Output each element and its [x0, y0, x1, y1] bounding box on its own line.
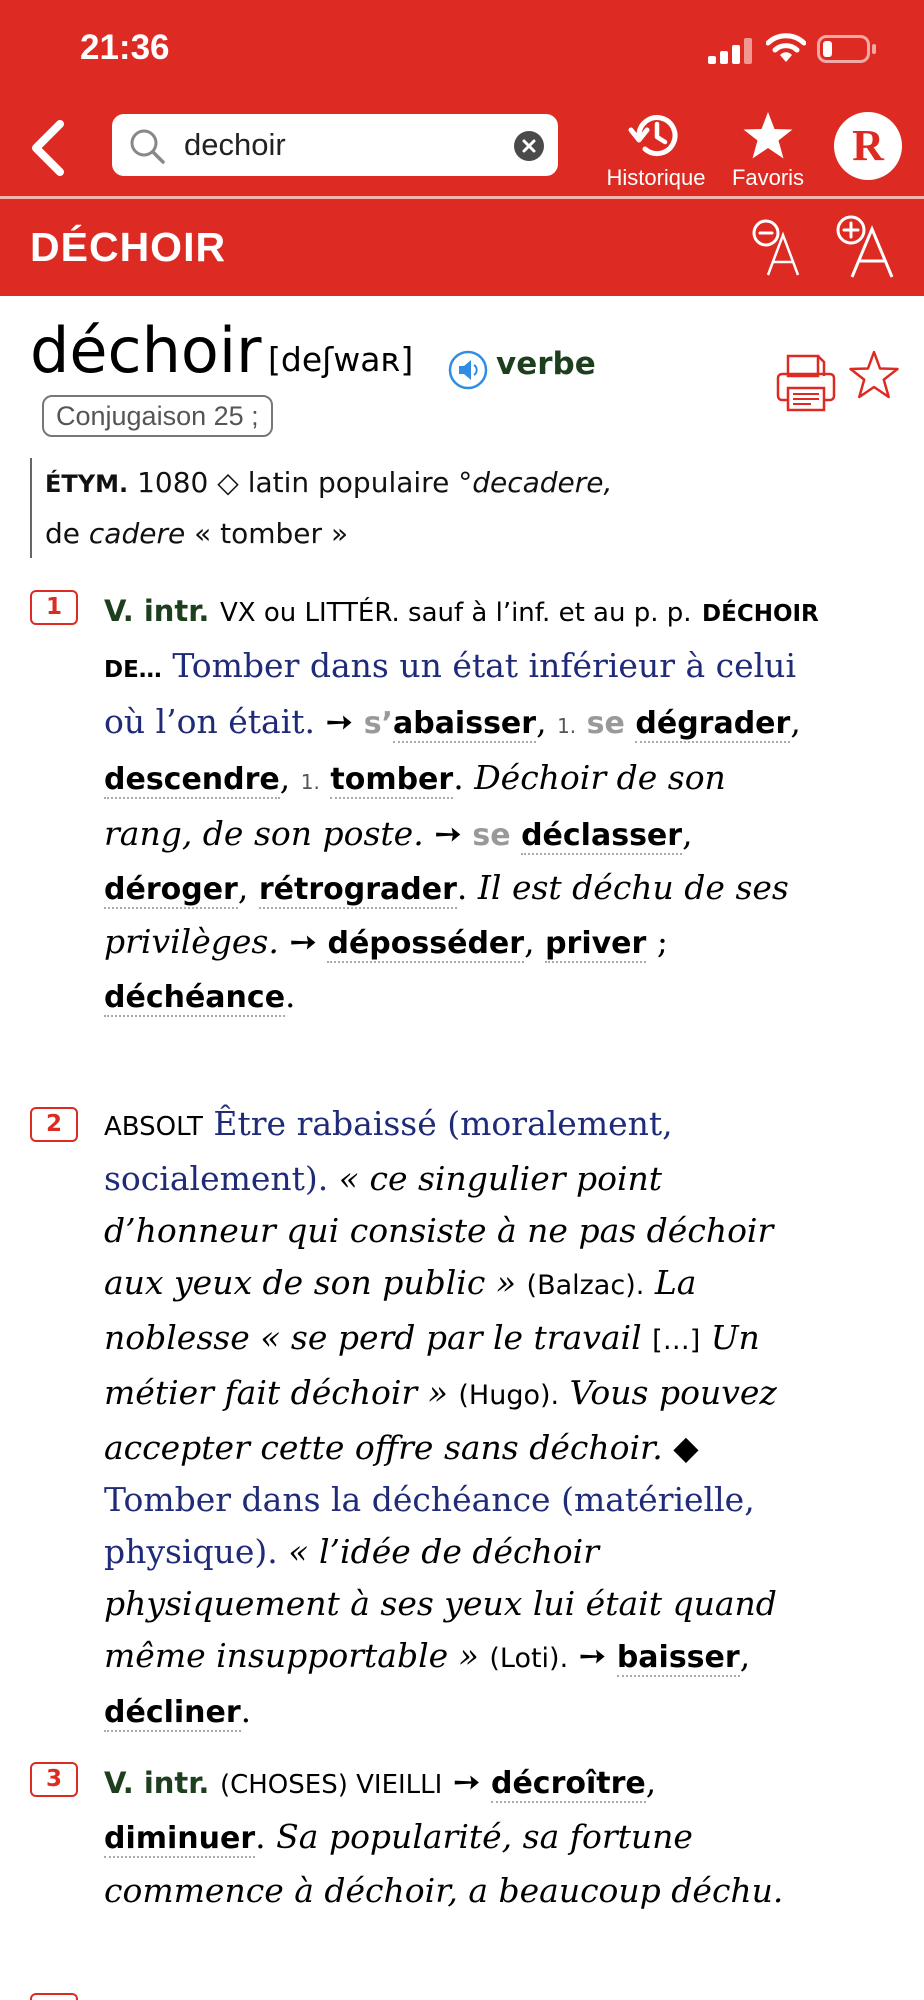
status-bar	[0, 0, 924, 100]
history-label: Historique	[606, 165, 706, 190]
homonym-number: 1.	[557, 714, 577, 738]
diamond-separator: ◆	[673, 1428, 699, 1467]
add-to-favorites-icon[interactable]	[848, 350, 900, 400]
favorites-button[interactable]	[722, 110, 814, 194]
link-declasser[interactable]: déclasser	[521, 818, 683, 853]
link-tomber[interactable]: tomber	[330, 762, 454, 797]
example: Déchoir de son rang, de son poste.	[104, 758, 726, 853]
next-sense-number-edge	[30, 1993, 78, 2000]
period: .	[456, 868, 468, 907]
pronoun-se: se	[472, 818, 511, 853]
search-icon	[128, 127, 166, 165]
comma: ,	[524, 922, 535, 961]
link-deposseder[interactable]: déposséder	[327, 926, 525, 961]
part-of-speech: verbe	[496, 346, 596, 382]
history-button[interactable]	[600, 110, 712, 194]
link-retrograder[interactable]: rétrograder	[258, 872, 457, 907]
link-descendre[interactable]: descendre	[104, 762, 280, 797]
usage-label: VX ou LITTÉR. sauf à l’inf. et au p. p.	[219, 598, 692, 628]
navigation-bar	[0, 100, 924, 196]
favorites-label: Favoris	[731, 165, 805, 190]
decrease-font-size-icon[interactable]	[752, 219, 802, 277]
phonetic-transcription: [deʃwaʀ]	[268, 340, 414, 379]
headword: déchoir	[30, 314, 262, 387]
pronoun-s: s’	[363, 706, 393, 741]
search-box[interactable]	[112, 114, 558, 176]
etymology-label: ÉTYM.	[45, 470, 129, 498]
clear-search-icon[interactable]	[514, 131, 544, 161]
synonym-arrow: ➙	[452, 1762, 481, 1801]
usage-label: (CHOSES) VIEILLI	[219, 1770, 443, 1800]
le-robert-logo[interactable]	[834, 112, 902, 180]
wifi-icon	[766, 32, 806, 64]
comma: ,	[536, 702, 547, 741]
link-decroitre[interactable]: décroître	[490, 1766, 646, 1801]
logo-letter: R	[852, 121, 884, 170]
comma: ,	[279, 758, 291, 797]
example: La noblesse « se perd par le travail	[104, 1263, 697, 1357]
ellipsis: […]	[652, 1325, 701, 1356]
sense-number-1: 1	[30, 590, 78, 625]
definition: Tomber dans la déchéance (matérielle, physique).	[104, 1480, 755, 1571]
example: Vous pouvez accepter cette offre sans déchoir.	[104, 1373, 777, 1467]
comma: ,	[237, 868, 249, 907]
definition: Tomber dans un état inférieur à celui où l’on était.	[104, 646, 796, 741]
link-baisser[interactable]: baisser	[616, 1640, 740, 1675]
speaker-icon[interactable]	[448, 350, 488, 390]
link-abaisser[interactable]: abaisser	[392, 706, 537, 741]
sense-number-2: 2	[30, 1107, 78, 1142]
etymology-asterisk: °	[458, 466, 473, 499]
increase-font-size-icon[interactable]	[836, 215, 896, 279]
etymology-diamond: ◇	[217, 466, 239, 499]
etymology-de: de	[45, 517, 80, 550]
search-input[interactable]	[184, 114, 484, 176]
cellular-signal-icon	[708, 38, 752, 64]
construction-label: DÉCHOIR DE…	[104, 601, 819, 683]
sense-2: ABSOLT Être rabaissé (moralement, socialement). « ce singulier point d’honneur qui consiste à ne pas déchoir aux yeux de son public » (Balzac). La noblesse « se perd par le travail […] Un métier fait déchoir » (Hugo). Vous pouvez accepter cette offre sans déchoir. ◆ Tomber dans la déchéance (matérielle, physique). « l’idée de déchoir physiquement à ses yeux lui était quand même insupportable » (Loti). ➙ baisser, décliner.	[104, 1104, 777, 1730]
link-priver[interactable]: priver	[545, 926, 647, 961]
status-time: 21:36	[80, 28, 170, 67]
semicolon: ;	[646, 922, 668, 961]
homonym-number: 1.	[300, 770, 320, 794]
synonym-arrow: ➙	[578, 1636, 607, 1675]
link-deroger[interactable]: déroger	[104, 872, 238, 907]
battery-icon	[817, 35, 877, 63]
back-button[interactable]	[24, 118, 74, 178]
etymology-year: 1080	[137, 466, 209, 499]
period: .	[255, 1817, 266, 1856]
etymology-origin: latin populaire	[247, 466, 450, 499]
entry-header-bar	[0, 199, 924, 296]
grammar-label: V. intr.	[104, 1766, 210, 1800]
example: Sa popularité, sa fortune commence à déchoir, a beaucoup déchu.	[104, 1817, 784, 1910]
conjugation-button[interactable]: Conjugaison 25 ;	[42, 395, 273, 437]
entry-title: DÉCHOIR	[30, 224, 227, 270]
quote: « l’idée de déchoir physiquement à ses yeux lui était quand même insupportable »	[104, 1532, 777, 1675]
history-icon	[627, 110, 685, 162]
synonym-arrow: ➙	[325, 702, 354, 741]
synonym-arrow: ➙	[434, 814, 462, 853]
example: Il est déchu de ses privilèges.	[104, 868, 789, 961]
quote: « ce singulier point d’honneur qui consiste à ne pas déchoir aux yeux de son public »	[104, 1159, 774, 1302]
usage-label: ABSOLT	[104, 1112, 203, 1142]
etymology-gloss: « tomber »	[194, 517, 349, 550]
etymology-root: cadere	[88, 517, 186, 550]
grammar-label: V. intr.	[104, 594, 210, 628]
sense-number-3: 3	[30, 1762, 78, 1797]
pronoun-se: se	[586, 706, 625, 741]
example: Un métier fait déchoir »	[104, 1318, 760, 1412]
definition: Être rabaissé (moralement, socialement).	[104, 1104, 673, 1198]
period: .	[285, 976, 296, 1015]
link-degrader[interactable]: dégrader	[635, 706, 791, 741]
comma: ,	[682, 814, 693, 853]
link-decliner[interactable]: décliner	[104, 1695, 241, 1730]
etymology-block	[30, 458, 730, 558]
author: (Loti).	[489, 1643, 569, 1674]
print-icon[interactable]	[776, 354, 836, 412]
author: (Hugo).	[458, 1380, 560, 1411]
period: .	[240, 1691, 252, 1730]
synonym-arrow: ➙	[289, 922, 317, 961]
author: (Balzac).	[526, 1270, 645, 1301]
sense-3: V. intr. (CHOSES) VIEILLI ➙ décroître, diminuer. Sa popularité, sa fortune commence à déchoir, a beaucoup déchu.	[104, 1762, 784, 1910]
period: .	[453, 758, 464, 797]
star-icon	[741, 110, 795, 162]
link-decheance[interactable]: déchéance	[104, 980, 286, 1015]
comma: ,	[790, 702, 801, 741]
etymology-etymon: decadere,	[472, 466, 613, 499]
link-diminuer[interactable]: diminuer	[104, 1821, 256, 1856]
sense-1	[104, 584, 824, 1024]
